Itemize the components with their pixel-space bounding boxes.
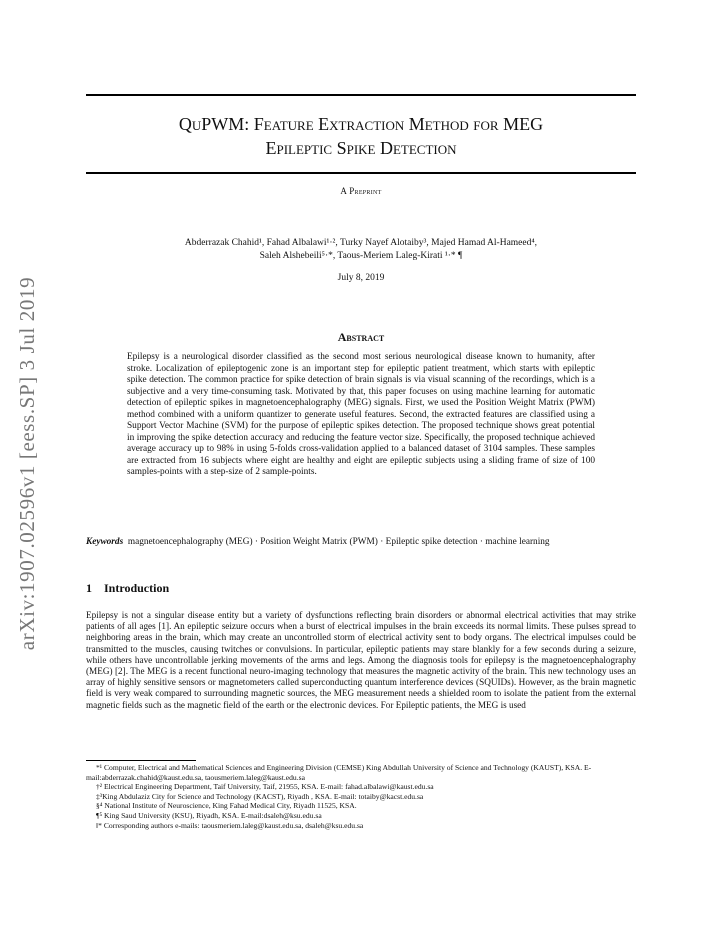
abstract-text: Epilepsy is a neurological disorder classified as the second most serious neurological disease known to humanity, after stroke. Localization of epileptogenic zone is an important step for epileptic patient treatment, which starts with epileptic spike detection. The common practice for spike detection of brain signals is via visual scanning of the recordings, which is a subjective and a very time-consuming task. Motivated by that, this paper focuses on using machine learning for automatic detection of epileptic spikes in magnetoencephalography (MEG) signals. First, we used the Position Weight Matrix (PWM) method combined with a uniform quantizer to generate useful features. Second, the extracted features are classified using a Support Vector Machine (SVM) for the purpose of epileptic spikes detection. The proposed technique shows great potential in improving the spike detection accuracy and reducing the feature vector size. Specifically, the proposed technique achieved average accuracy up to 98% in using 5-folds cross-validation applied to a balanced dataset of 3104 samples. These samples are extracted from 16 subjects where eight are healthy and eight are epileptic subjects using a sliding frame of size of 100 samples-points with a step-size of 2 sample-points. xyxy=(127,352,595,477)
section-title: Introduction xyxy=(104,581,170,595)
abstract-heading: Abstract xyxy=(337,330,385,344)
author-list xyxy=(86,237,636,263)
title-line-2: Epileptic Spike Detection xyxy=(265,138,457,158)
section-number: 1 xyxy=(86,581,92,595)
title-line-1: QuPWM: Feature Extraction Method for MEG xyxy=(178,114,544,134)
title-top-rule xyxy=(86,94,636,96)
footnote: §⁴ National Institute of Neuroscience, King Fahad Medical City, Riyadh 11525, KSA. xyxy=(96,801,357,811)
arxiv-stamp xyxy=(2,258,54,668)
keywords-text: magnetoencephalography (MEG) · Position Weight Matrix (PWM) · Epileptic spike detection · machine learning xyxy=(127,537,550,547)
footnotes xyxy=(86,763,636,830)
footnote-rule xyxy=(86,760,196,761)
arxiv-id: arXiv:1907.02596v1 [eess.SP] 3 Jul 2019 xyxy=(15,276,40,650)
authors-line-1: Abderrazak Chahid¹, Fahad Albalawi¹·², Turky Nayef Alotaiby³, Majed Hamad Al-Hameed⁴, xyxy=(184,238,538,248)
footnote: †² Electrical Engineering Department, Taif University, Taif, 21955, KSA. E-mail: fahad.albalawi@kaust.edu.sa xyxy=(96,782,434,792)
keywords xyxy=(86,537,636,549)
keywords-label: Keywords xyxy=(86,537,124,547)
intro-paragraph: Epilepsy is not a singular disease entity but a variety of dysfunctions reflecting brain disorders or abnormal electrical activities that may strike patients of all ages [1]. An epileptic seizure occurs when a burst of electrical impulses in the brain exceeds its normal limits. These pulses spread to neighboring areas in the brain, which may create an uncontrolled storm of electrical activity sent to body organs. The electrical impulses could be transmitted to the muscles, causing twitches or convulsions. In particular, epileptic patients may stare blankly for a few seconds during a seizure, while others have uncontrollable jerking movements of the arms and legs. Among the diagnosis tools for epilepsy is the magnetoencephalography (MEG) [2]. The MEG is a recent functional neuro-imaging technology that measures the magnetic activity of the brain. This new technology uses an array of highly sensitive sensors or magnetometers called superconducting quantum interference devices (SQUIDs). However, as the brain magnetic field is very weak compared to surrounding magnetic sources, the MEG measurement needs a shielded room to isolate the patient from the external magnetic fields such as the magnetic field of the earth or the electronic devices. For Epileptic patients, the MEG is used xyxy=(86,610,636,710)
footnote: ¶⁵ King Saud University (KSU), Riyadh, KSA. E-mail:dsaleh@ksu.edu.sa xyxy=(96,810,322,820)
footnote: ‖* Corresponding authors e-mails: taousmeriem.laleg@kaust.edu.sa, dsaleh@ksu.edu.sa xyxy=(96,820,364,830)
footnote: ‡³King Abdulaziz City for Science and Technology (KACST), Riyadh , KSA. E-mail: totaiby@kacst.edu.sa xyxy=(96,791,424,801)
title-bottom-rule xyxy=(86,172,636,174)
footnote: *¹ Computer, Electrical and Mathematical Sciences and Engineering Division (CEMSE) King Abdullah University of Science and Technology (KAUST), KSA. E-mail:abderrazak.chahid@kaust.edu.sa, taousmeriem.laleg@kaust.edu.sa xyxy=(86,763,592,782)
section-heading xyxy=(86,581,636,596)
publication-date: July 8, 2019 xyxy=(337,273,385,283)
authors-line-2: Saleh Alshebeili⁵·*, Taous-Meriem Laleg-Kirati ¹·* ¶ xyxy=(259,251,463,261)
paper-title xyxy=(86,112,636,160)
preprint-label: A Preprint xyxy=(340,186,382,196)
